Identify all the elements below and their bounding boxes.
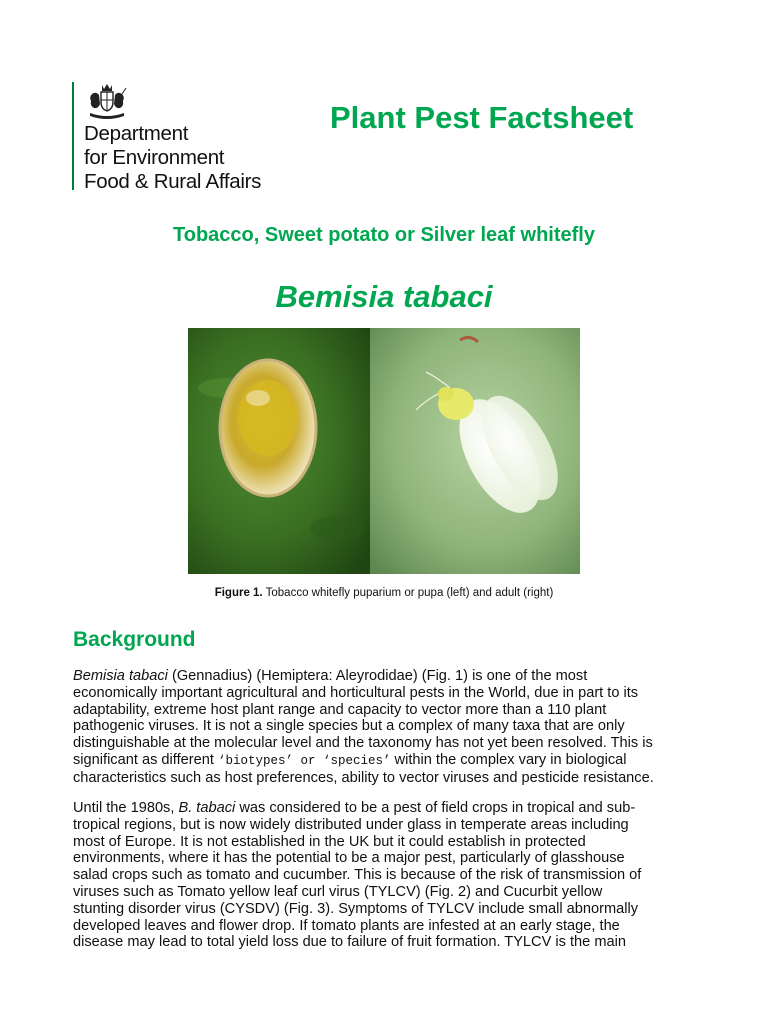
- text-line: environments, where it has the potential to be a major pest, particularly of glasshouse: [73, 850, 625, 867]
- caption-label: Figure 1.: [214, 587, 263, 599]
- logo-line-1: Department: [84, 122, 189, 145]
- text-span: Until the 1980s,: [73, 800, 179, 816]
- caption-text: Tobacco whitefly puparium or pupa (left) and adult (right): [262, 587, 554, 599]
- figure-1-photos: [188, 328, 580, 574]
- text-span: was considered to be a pest of field crops in tropical and sub-: [235, 800, 636, 816]
- figure-caption: [0, 587, 768, 599]
- logo-divider: [72, 82, 74, 190]
- page-subtitle: Tobacco, Sweet potato or Silver leaf whitefly: [173, 224, 595, 246]
- text-line: salad crops such as tomato and cucumber. This is because of the risk of transmission of: [73, 867, 642, 884]
- logo-line-2: for Environment: [84, 146, 225, 169]
- text-line: [73, 800, 698, 817]
- text-line: [73, 668, 698, 685]
- text-span: (Gennadius) (Hemiptera: Aleyrodidae) (Fig. 1) is one of the most: [167, 668, 588, 684]
- text-span: significant as different: [73, 751, 218, 768]
- text-line: [73, 752, 698, 770]
- logo-wordmark: [84, 122, 261, 194]
- text-line: economically important agricultural and horticultural pests in the World, due in part to its: [73, 684, 639, 701]
- species-italic: B. tabaci: [178, 800, 236, 816]
- text-line: most of Europe. It is not established in the UK but it could establish in protected: [73, 833, 586, 850]
- text-line: disease may lead to total yield loss due to failure of fruit formation. TYLCV is the main: [73, 934, 626, 951]
- text-span: within the complex vary in biological: [390, 751, 627, 768]
- text-line: distinguishable at the molecular level and the taxonomy has not yet been resolved. This is: [73, 735, 653, 752]
- species-name: Bemisia tabaci: [275, 279, 493, 314]
- page-title: Plant Pest Factsheet: [330, 100, 634, 135]
- logo-line-3: Food & Rural Affairs: [84, 170, 262, 193]
- monospace-text: ‘biotypes’ or ‘species’: [217, 753, 391, 768]
- section-heading-background: Background: [73, 628, 196, 651]
- pupa-photo: [188, 328, 370, 574]
- species-italic: Bemisia tabaci: [73, 668, 168, 684]
- defra-logo: [72, 82, 312, 192]
- background-paragraph-2: [73, 800, 698, 951]
- text-line: viruses such as Tomato yellow leaf curl virus (TYLCV) (Fig. 2) and Cucurbit yellow: [73, 883, 603, 900]
- text-line: characteristics such as host preferences, ability to vector viruses and pesticide resistance.: [73, 769, 654, 786]
- text-line: adaptability, extreme host plant range and capacity to vector more than a 110 plant: [73, 701, 607, 718]
- adult-photo: [370, 328, 580, 574]
- text-line: stunting disorder virus (CYSDV) (Fig. 3). Symptoms of TYLCV include small abnormally: [73, 900, 639, 917]
- background-paragraph-1: [73, 668, 698, 787]
- royal-crest-icon: [84, 82, 130, 122]
- text-line: developed leaves and flower drop. If tomato plants are infested at an early stage, the: [73, 917, 620, 934]
- text-line: tropical regions, but is now widely distributed under glass in temperate areas including: [73, 816, 629, 833]
- text-line: pathogenic viruses. It is not a single species but a complex of many taxa that are only: [73, 718, 625, 735]
